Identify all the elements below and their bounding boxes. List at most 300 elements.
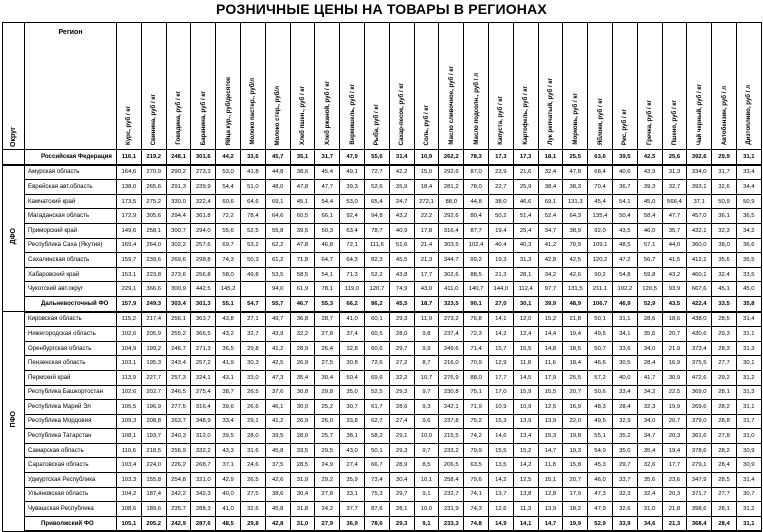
price-cell: 111,6 [364,238,389,253]
price-cell: 58,2 [364,429,389,444]
price-cell: 237,4 [439,327,464,342]
column-header [364,23,389,150]
column-header [315,23,340,150]
table-row [3,385,762,400]
price-cell: 22,0 [563,414,588,429]
price-cell: 105,5 [117,400,142,415]
price-cell: 31,3 [513,253,538,268]
price-cell: 29,2 [712,370,737,385]
price-cell: 316,4 [191,400,216,415]
price-cell: 36,5 [736,253,761,268]
region-name-cell: Приморский край [25,223,117,238]
price-cell: 28,5 [712,473,737,488]
price-cell: 292,6 [439,209,464,224]
column-header [736,23,761,150]
price-cell: 55,3 [315,296,340,311]
price-cell: 17,9 [538,370,563,385]
price-cell: 422,4 [687,296,712,311]
price-cell: 27,4 [389,414,414,429]
price-cell: 281,2 [439,180,464,195]
table-row [3,341,762,356]
price-cell: 40,0 [612,370,637,385]
price-cell: 39,5 [290,223,315,238]
price-cell: 37,1 [216,458,241,473]
price-cell: 53,2 [240,238,265,253]
price-cell: 54,4 [315,194,340,209]
price-cell: 31,0 [736,429,761,444]
price-cell: 23,9 [488,165,513,180]
price-cell: 46,7 [290,296,315,311]
price-cell: 9,7 [414,443,439,458]
price-cell: 78,3 [464,150,489,165]
price-cell: 28,1 [513,267,538,282]
price-cell: 41,0 [340,312,365,327]
price-cell: 242,1 [439,400,464,415]
column-header [662,23,687,150]
price-cell: 31,1 [612,312,637,327]
price-cell: 298,8 [191,253,216,268]
price-cell: 97,7 [538,282,563,297]
price-cell: 301,6 [191,150,216,165]
price-cell: 45,5 [389,253,414,268]
price-cell: 378,6 [687,443,712,458]
price-cell: 43,2 [216,327,241,342]
price-cell: 13,4 [513,429,538,444]
price-cell: 206,5 [439,458,464,473]
price-cell: 34,4 [736,180,761,195]
price-cell: 17,8 [414,223,439,238]
price-cell: 55,1 [588,429,613,444]
price-cell: 273,6 [166,267,191,282]
price-cell: 33,4 [612,385,637,400]
price-cell: 30,9 [736,443,761,458]
price-cell: 71,8 [290,253,315,268]
price-cell: 102,6 [117,327,142,342]
price-cell: 49,5 [588,414,613,429]
price-cell: 29,3 [389,385,414,400]
price-cell: 46,6 [588,356,613,371]
price-cell: 18,2 [563,502,588,517]
price-cell: 15,7 [488,341,513,356]
price-table [2,22,762,532]
region-name-cell: Сахалинская область [25,253,117,268]
price-cell: 35,8 [736,296,761,311]
okrug-cell [3,312,25,532]
column-header-label: Вермишель, руб / кг [348,84,356,145]
price-cell: 53,0 [216,165,241,180]
column-header [141,23,166,150]
price-cell: 46,9 [612,296,637,311]
price-cell: 262,2 [439,150,464,165]
price-cell: 54,4 [216,180,241,195]
price-cell: 14,2 [488,327,513,342]
price-cell: 11,6 [538,356,563,371]
region-name-cell: Республика Мордовия [25,414,117,429]
price-cell: 373,4 [687,341,712,356]
price-cell: 45,4 [315,165,340,180]
price-cell: 205,2 [141,516,166,531]
okrug-label: ПФО [9,410,17,428]
price-cell: 28,4 [637,356,662,371]
price-cell: 72,1 [340,238,365,253]
price-cell: 14,1 [488,312,513,327]
price-cell: 103,4 [117,458,142,473]
column-header-label: Автобензин, руб / л [720,85,728,145]
price-cell: 279,1 [687,458,712,473]
region-name-cell: Кировская область [25,312,117,327]
price-cell: 29,9 [712,150,737,165]
price-cell: 172,9 [117,209,142,224]
price-cell: 18,1 [538,150,563,165]
price-cell: 216,0 [439,356,464,371]
price-cell: 28,9 [290,341,315,356]
price-cell: 224,0 [141,458,166,473]
price-cell: 39,5 [612,150,637,165]
column-header-label: Хлеб ржаной, руб / кг [323,80,331,145]
price-cell: 58,0 [216,267,241,282]
price-cell: 35,4 [290,370,315,385]
column-header-label: Масло сливочное, руб / кг [447,66,455,145]
price-cell: 288,3 [191,502,216,517]
price-cell: 64,6 [265,209,290,224]
price-cell: 323,5 [439,296,464,311]
price-cell: 43,8 [216,312,241,327]
price-cell: 257,6 [191,238,216,253]
price-cell: 28,3 [712,341,737,356]
price-cell: 87,6 [364,502,389,517]
price-cell: 24,7 [389,194,414,209]
price-cell: 233,3 [439,516,464,531]
price-cell: 205,9 [141,327,166,342]
column-header-label: Сахар-песок, руб / кг [398,82,406,145]
price-cell: 109,1 [588,238,613,253]
table-row [3,312,762,327]
price-cell: 15,0 [414,165,439,180]
price-cell: 19,4 [488,223,513,238]
table-row [3,253,762,268]
price-cell: 72,3 [464,327,489,342]
price-cell: 9,3 [414,400,439,415]
table-row [3,180,762,195]
price-cell: 34,1 [612,327,637,342]
price-cell: 31,4 [736,312,761,327]
price-cell: 50,4 [340,370,365,385]
price-cell: 47,8 [290,180,315,195]
price-cell: 199,2 [141,341,166,356]
column-header-label: Пшено, руб / кг [670,99,678,145]
price-cell: 52,6 [364,180,389,195]
price-cell: 242,2 [166,487,191,502]
price-cell: 277,5 [166,400,191,415]
price-cell: 438,0 [687,312,712,327]
price-cell: 55,6 [216,223,241,238]
price-cell: 28,0 [290,429,315,444]
price-cell: 25,6 [662,150,687,165]
column-header-label: Соль, руб / кг [422,104,430,145]
page-title: РОЗНИЧНЫЕ ЦЕНЫ НА ТОВАРЫ В РЕГИОНАХ [216,1,547,17]
region-header-label: Регион [58,29,83,36]
price-cell: 27,4 [340,458,365,473]
price-cell: 46,0 [588,473,613,488]
price-cell: 145,2 [216,282,241,297]
price-cell: 14,2 [513,458,538,473]
price-cell: 31,4 [736,473,761,488]
price-cell: 12,4 [513,327,538,342]
price-cell: 25,4 [513,223,538,238]
price-cell: 18,7 [414,296,439,311]
price-cell: 135,4 [588,209,613,224]
price-cell: 9,6 [414,414,439,429]
price-cell: 34,2 [538,267,563,282]
price-cell: 257,2 [191,356,216,371]
price-cell: 26,5 [240,473,265,488]
price-cell: 48,9 [563,296,588,311]
price-cell: 31,4 [389,150,414,165]
price-cell: 300,9 [166,282,191,297]
column-header-label: Картофель, руб / кг [522,86,530,145]
price-cell: 73,4 [364,473,389,488]
price-cell: 39,3 [340,180,365,195]
price-cell: 37,1 [687,194,712,209]
price-cell: 60,6 [364,341,389,356]
price-cell: 27,2 [389,356,414,371]
price-cell: 37,7 [340,502,365,517]
column-header [166,23,191,150]
price-cell: 38,4 [538,180,563,195]
price-cell: 16,9 [662,356,687,371]
price-cell: 45,4 [588,194,613,209]
price-cell: 68,4 [588,165,613,180]
price-cell: 109,3 [117,414,142,429]
price-cell: 35,1 [290,150,315,165]
price-cell: 249,6 [439,341,464,356]
price-cell: 9,1 [414,516,439,531]
price-cell: 24,9 [315,458,340,473]
price-cell: 10,9 [488,400,513,415]
price-cell: 27,5 [315,356,340,371]
price-cell: 11,8 [538,458,563,473]
price-cell: 412,1 [687,253,712,268]
price-cell: 29,3 [389,516,414,531]
price-cell: 27,5 [240,487,265,502]
column-header-label: Яйца кур., руб/десяток [224,76,232,145]
price-cell: 363,7 [191,312,216,327]
price-cell: 70,4 [588,180,613,195]
price-cell: 28,6 [389,400,414,415]
price-cell: 34,7 [637,429,662,444]
price-cell: 120,2 [588,253,613,268]
price-cell: 41,2 [265,341,290,356]
column-header [191,23,216,150]
column-header [389,23,414,150]
price-cell: 28,6 [637,312,662,327]
table-row [3,502,762,517]
price-cell: 17,7 [414,267,439,282]
price-cell: 71,4 [464,341,489,356]
price-cell: 94,0 [265,282,290,297]
column-header-label: Дизтопливо, руб / л [745,85,753,145]
price-cell: 12,8 [538,487,563,502]
price-cell: 273,3 [191,165,216,180]
price-cell: 398,6 [687,502,712,517]
header-row [3,23,762,150]
price-cell: 28,2 [712,443,737,458]
price-cell: 20,3 [662,429,687,444]
price-cell: 47,2 [612,253,637,268]
price-cell: 54,8 [612,267,637,282]
price-cell: 243,4 [166,356,191,371]
price-cell: 153,1 [117,267,142,282]
price-cell: 47,7 [662,209,687,224]
price-cell: 72,7 [364,165,389,180]
price-cell: 312,0 [191,429,216,444]
price-cell: 15,5 [538,385,563,400]
price-cell: 24,6 [240,458,265,473]
price-cell: 36,7 [612,180,637,195]
price-cell: 14,7 [538,443,563,458]
price-cell: 239,6 [141,253,166,268]
price-cell: 45,8 [265,443,290,458]
price-cell: 50,3 [240,253,265,268]
price-cell: 76,8 [464,312,489,327]
price-cell: 51,0 [240,180,265,195]
price-cell: 62,7 [364,414,389,429]
price-cell: 472,6 [687,370,712,385]
price-cell: 242,9 [166,516,191,531]
price-cell: 99,2 [464,253,489,268]
price-cell: 92,0 [588,223,613,238]
price-cell: 140,7 [464,282,489,297]
price-cell: 63,4 [340,223,365,238]
price-cell: 74,3 [216,253,241,268]
price-cell: 64,7 [315,253,340,268]
price-cell: 164,6 [117,165,142,180]
price-cell: 36,8 [290,312,315,327]
price-cell: 34,0 [637,414,662,429]
price-cell: 10,0 [414,429,439,444]
price-cell: 239,9 [191,180,216,195]
price-table-container [2,22,761,527]
price-cell: 44,2 [216,150,241,165]
price-cell: 55,6 [364,150,389,165]
price-cell: 38,6 [265,487,290,502]
region-name-cell: Чукотский авт.округ [25,282,117,297]
price-cell: 38,9 [563,223,588,238]
price-cell: 10,7 [414,370,439,385]
price-cell: 32,6 [240,502,265,517]
price-cell: 44,8 [464,194,489,209]
price-cell: 88,0 [464,370,489,385]
price-cell: 12,9 [488,356,513,371]
price-cell: 8,7 [414,356,439,371]
price-cell: 29,8 [315,385,340,400]
price-cell: 256,8 [191,267,216,282]
price-cell: 305,6 [141,209,166,224]
price-cell: 9,9 [414,341,439,356]
price-cell: 218,5 [141,443,166,458]
table-row-total [3,296,762,311]
price-cell: 29,3 [389,443,414,458]
price-cell: 29,7 [612,458,637,473]
table-row [3,443,762,458]
price-cell: 14,2 [488,473,513,488]
price-cell: 28,5 [290,458,315,473]
price-cell: 53,0 [340,194,365,209]
price-cell: 36,5 [736,209,761,224]
column-header-label: Масло подсолн., руб / л [472,73,480,145]
price-cell: 258,4 [439,473,464,488]
column-header-label: Чай черный, руб / кг [695,83,703,145]
price-cell: 75,2 [464,414,489,429]
price-cell: 50,9 [712,194,737,209]
price-cell: 235,7 [166,502,191,517]
column-header-label: Говядина, руб / кг [174,91,182,145]
table-row [3,223,762,238]
price-cell: 55,8 [265,223,290,238]
price-cell: 20,7 [662,414,687,429]
region-name-cell: Республика Марий Эл [25,400,117,415]
price-cell: 368,4 [687,516,712,531]
price-cell: 19,4 [563,327,588,342]
price-cell: 54,1 [612,194,637,209]
region-name-cell: Пермский край [25,370,117,385]
price-cell: 17,7 [662,458,687,473]
price-cell: 20,7 [563,385,588,400]
price-cell: 80,4 [464,209,489,224]
column-header [612,23,637,150]
price-cell: 104,9 [117,341,142,356]
price-cell: 33,6 [612,341,637,356]
region-name-cell: Нижегородская область [25,327,117,342]
price-cell: 18,6 [662,312,687,327]
region-name-cell: Еврейская авт.область [25,180,117,195]
region-name-cell: Ульяновская область [25,487,117,502]
price-cell: 29,1 [389,429,414,444]
price-cell: 49,5 [588,327,613,342]
price-cell: 47,3 [588,487,613,502]
price-cell: 45,0 [637,194,662,209]
price-cell: 70,9 [464,356,489,371]
price-cell: 35,0 [340,385,365,400]
price-cell: 27,8 [315,327,340,342]
price-cell: 316,4 [439,223,464,238]
price-cell: 43,5 [612,223,637,238]
price-cell: 249,3 [141,296,166,311]
table-row-total [3,516,762,531]
table-row [3,429,762,444]
price-cell: 52,4 [538,209,563,224]
region-name-cell: Республика Башкортостан [25,385,117,400]
price-cell: 37,6 [265,385,290,400]
price-cell: 31,7 [315,150,340,165]
price-cell: 29,2 [315,473,340,488]
price-cell: 9,1 [414,487,439,502]
price-cell: 330,0 [166,194,191,209]
price-cell: 60,6 [216,194,241,209]
price-cell: 268,7 [191,458,216,473]
price-cell: 54,1 [315,267,340,282]
price-cell: 219,2 [141,150,166,165]
price-cell: 64,6 [240,194,265,209]
price-cell: 32,6 [637,458,662,473]
column-header-label: Курс, руб / кг [125,106,133,145]
price-cell: 103,3 [117,473,142,488]
price-cell: 42,6 [563,267,588,282]
price-cell: 24,2 [315,502,340,517]
price-cell [240,282,265,297]
price-cell: 65,4 [364,194,389,209]
price-cell: 93,9 [662,282,687,297]
